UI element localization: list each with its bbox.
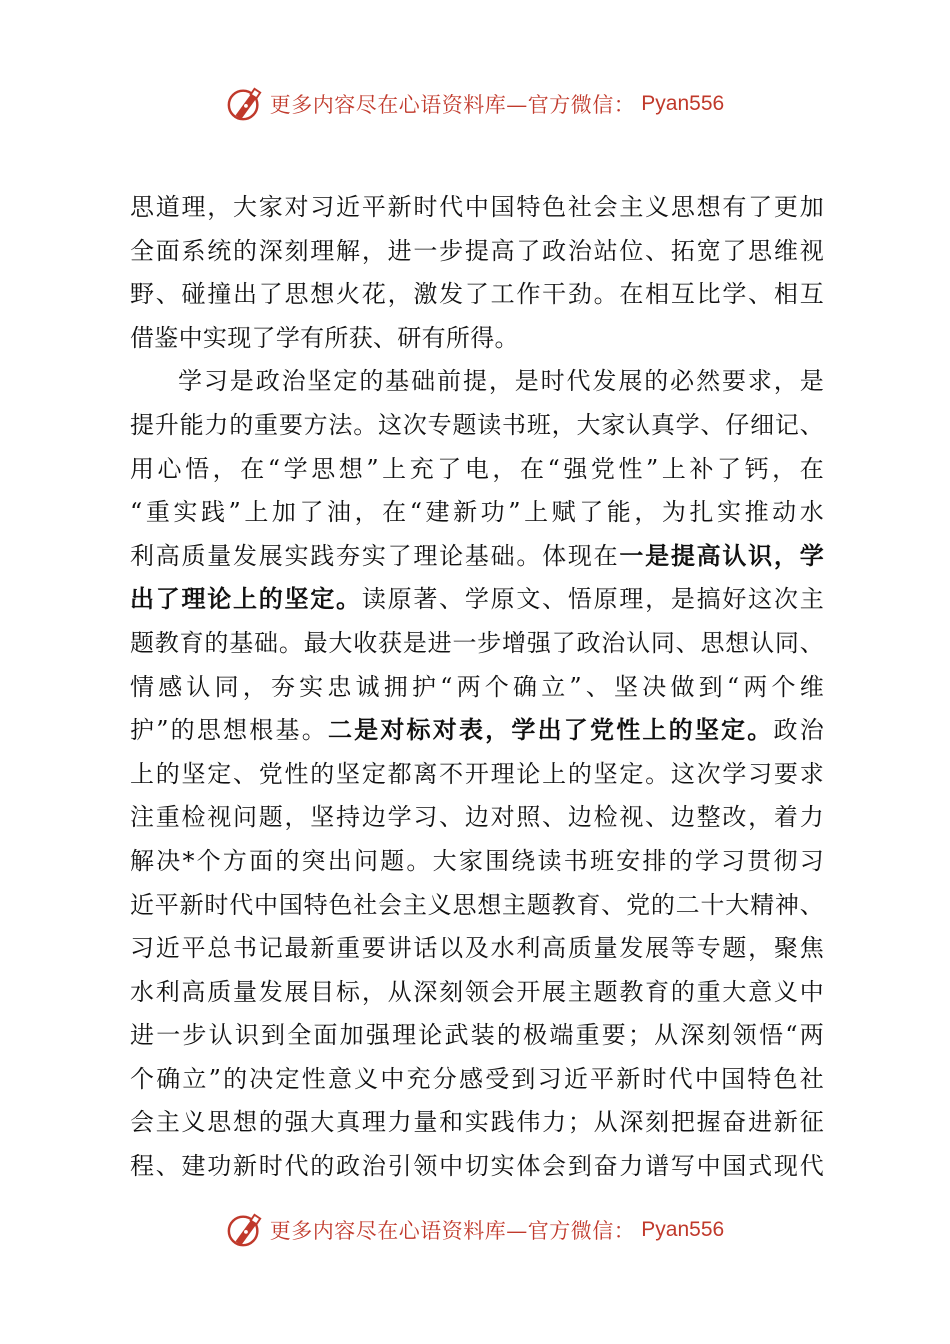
text-segment: 政治: [773, 716, 824, 745]
watermark-text: 更多内容尽在心语资料库—官方微信：: [269, 1219, 636, 1243]
text-line: [130, 753, 824, 797]
text-segment: 程、建功新时代的政治引领中切实体会到奋力谱写中国式现代: [130, 1152, 824, 1181]
text-line: [130, 404, 824, 448]
text-line: [130, 186, 824, 230]
text-segment: 注重检视问题，坚持边学习、边对照、边检视、边整改，着力: [130, 803, 824, 832]
text-line: [130, 1145, 824, 1189]
text-line: [130, 360, 824, 404]
text-segment: 用心悟，在“学思想”上充了电，在“强党性”上补了钙，在: [130, 454, 824, 483]
watermark-wechat-id: Pyan556: [641, 92, 725, 115]
text-segment: 提升能力的重要方法。这次专题读书班，大家认真学、仔细记、: [130, 410, 824, 439]
text-line: [130, 927, 824, 971]
text-line: [130, 273, 824, 317]
text-segment: 上的坚定、党性的坚定都离不开理论上的坚定。这次学习要求: [130, 759, 824, 788]
text-segment: 思道理，大家对习近平新时代中国特色社会主义思想有了更加: [130, 193, 824, 221]
text-line: [130, 840, 824, 884]
bold-text-segment: 二是对标对表，学出了党性上的坚定。: [327, 716, 774, 745]
text-line: [130, 971, 824, 1015]
text-line: [130, 230, 824, 274]
bold-text-segment: 一是提高认识，学: [619, 541, 824, 570]
text-line: [130, 491, 824, 535]
text-line: [130, 622, 824, 666]
text-line: [130, 709, 824, 753]
text-segment: 全面系统的深刻理解，进一步提高了政治站位、拓宽了思维视: [130, 236, 824, 265]
text-segment: 学习是政治坚定的基础前提，是时代发展的必然要求，是: [178, 367, 824, 396]
text-segment: 利高质量发展实践夯实了理论基础。体现在: [130, 541, 620, 570]
text-segment: 借鉴中实现了学有所获、研有所得。: [130, 323, 519, 352]
watermark-wechat-id: Pyan556: [641, 1218, 725, 1241]
watermark-text: 更多内容尽在心语资料库—官方微信：: [269, 93, 636, 117]
footer-watermark-banner: [0, 1208, 950, 1252]
text-segment: 情感认同，夯实忠诚拥护“两个确立”、坚决做到“两个维: [130, 672, 824, 701]
text-segment: 近平新时代中国特色社会主义思想主题教育、党的二十大精神、: [130, 890, 824, 919]
pen-nib-logo-icon: [226, 1211, 264, 1249]
text-line: [130, 578, 824, 622]
text-segment: 读原著、学原文、悟原理，是搞好这次主: [361, 585, 825, 614]
text-segment: “重实践”上加了油，在“建新功”上赋了能，为扎实推动水: [130, 498, 824, 527]
text-segment: 解决*个方面的突出问题。大家围绕读书班安排的学习贯彻习: [130, 846, 824, 875]
text-line: [130, 448, 824, 492]
pen-nib-logo-icon: [226, 85, 264, 123]
text-segment: 个确立”的决定性意义中充分感受到习近平新时代中国特色社: [130, 1064, 824, 1093]
bold-text-segment: 出了理论上的坚定。: [130, 585, 362, 614]
text-line: [130, 884, 824, 928]
text-segment: 进一步认识到全面加强理论武装的极端重要；从深刻领悟“两: [130, 1021, 824, 1050]
text-line: [130, 535, 824, 579]
text-segment: 题教育的基础。最大收获是进一步增强了政治认同、思想认同、: [130, 628, 824, 657]
header-watermark-banner: [0, 82, 950, 126]
text-line: [130, 1014, 824, 1058]
text-line: [130, 796, 824, 840]
text-segment: 野、碰撞出了思想火花，激发了工作干劲。在相互比学、相互: [130, 280, 824, 309]
text-line: [130, 317, 824, 361]
text-segment: 习近平总书记最新重要讲话以及水利高质量发展等专题，聚焦: [130, 934, 824, 963]
text-line: [130, 1101, 824, 1145]
document-body: [130, 186, 824, 1189]
text-line: [130, 1058, 824, 1102]
text-line: [130, 666, 824, 710]
text-segment: 水利高质量发展目标，从深刻领会开展主题教育的重大意义中: [130, 977, 824, 1006]
text-segment: 会主义思想的强大真理力量和实践伟力；从深刻把握奋进新征: [130, 1108, 824, 1137]
text-segment: 护”的思想根基。: [130, 716, 328, 745]
